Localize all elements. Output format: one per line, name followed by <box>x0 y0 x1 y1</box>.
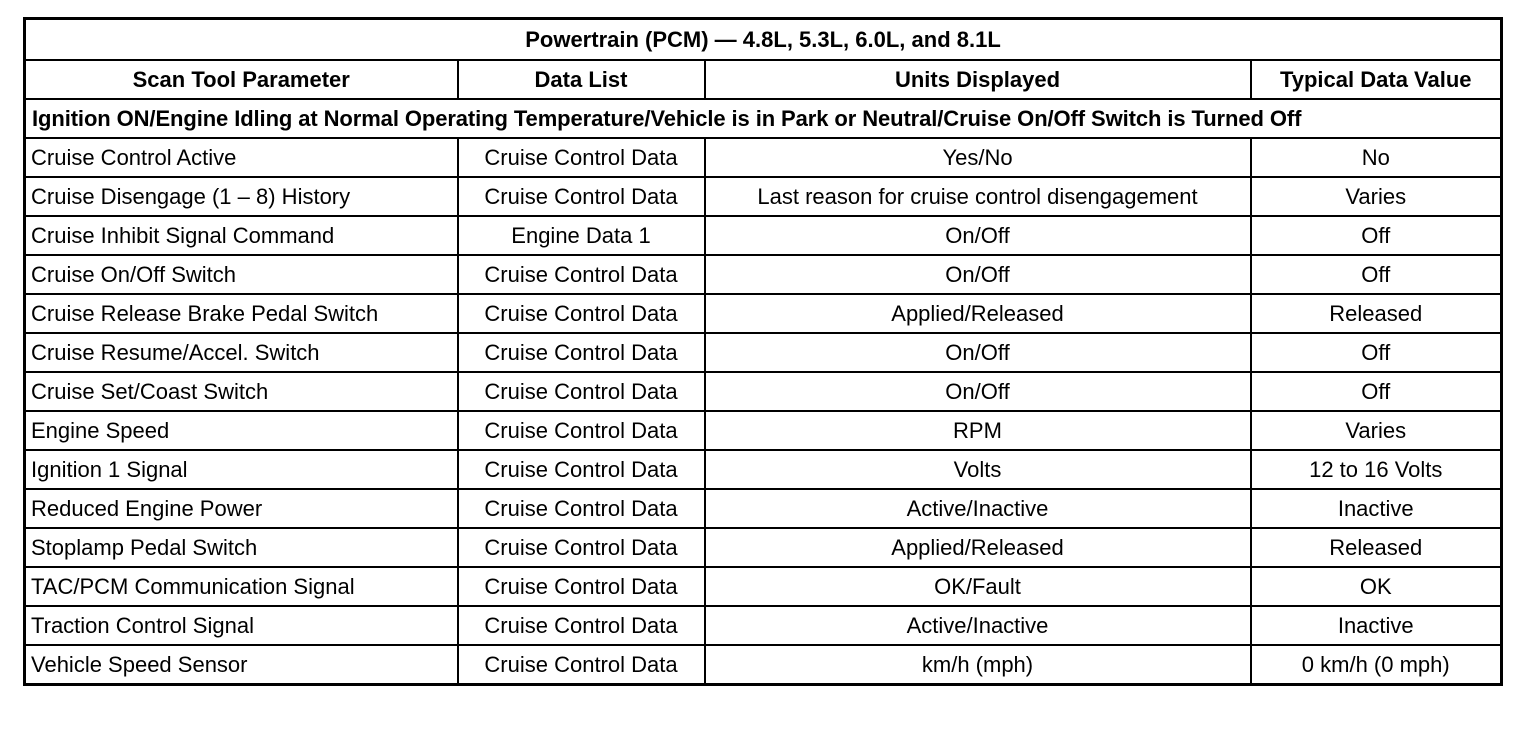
header-units-displayed: Units Displayed <box>705 60 1251 99</box>
header-typical-data-value: Typical Data Value <box>1251 60 1502 99</box>
typical-value-cell: Varies <box>1251 411 1502 450</box>
units-cell: Applied/Released <box>705 294 1251 333</box>
parameter-cell: Cruise On/Off Switch <box>25 255 458 294</box>
operating-condition: Ignition ON/Engine Idling at Normal Operating Temperature/Vehicle is in Park or Neutral/Cruise On/Off Switch is Turned Off <box>25 99 1502 138</box>
table-row <box>25 645 1502 685</box>
table-row <box>25 489 1502 528</box>
typical-value-cell: No <box>1251 138 1502 177</box>
units-cell: Active/Inactive <box>705 489 1251 528</box>
typical-value-cell: Off <box>1251 372 1502 411</box>
data-list-cell: Cruise Control Data <box>458 255 705 294</box>
condition-row <box>25 99 1502 138</box>
typical-value-cell: Released <box>1251 294 1502 333</box>
data-list-cell: Cruise Control Data <box>458 489 705 528</box>
parameter-cell: Cruise Control Active <box>25 138 458 177</box>
table-row <box>25 450 1502 489</box>
units-cell: Last reason for cruise control disengagement <box>705 177 1251 216</box>
data-list-cell: Cruise Control Data <box>458 177 705 216</box>
parameter-cell: Engine Speed <box>25 411 458 450</box>
typical-value-cell: Off <box>1251 216 1502 255</box>
units-cell: RPM <box>705 411 1251 450</box>
parameter-cell: Cruise Release Brake Pedal Switch <box>25 294 458 333</box>
parameter-cell: Traction Control Signal <box>25 606 458 645</box>
table-row <box>25 216 1502 255</box>
header-data-list: Data List <box>458 60 705 99</box>
units-cell: Applied/Released <box>705 528 1251 567</box>
table-row <box>25 177 1502 216</box>
data-list-cell: Cruise Control Data <box>458 411 705 450</box>
table-row <box>25 294 1502 333</box>
data-list-cell: Cruise Control Data <box>458 294 705 333</box>
data-list-cell: Cruise Control Data <box>458 450 705 489</box>
data-list-cell: Engine Data 1 <box>458 216 705 255</box>
typical-value-cell: 0 km/h (0 mph) <box>1251 645 1502 685</box>
units-cell: On/Off <box>705 255 1251 294</box>
data-list-cell: Cruise Control Data <box>458 528 705 567</box>
table-row <box>25 411 1502 450</box>
typical-value-cell: Off <box>1251 333 1502 372</box>
parameter-cell: Reduced Engine Power <box>25 489 458 528</box>
table-row <box>25 528 1502 567</box>
units-cell: OK/Fault <box>705 567 1251 606</box>
typical-value-cell: 12 to 16 Volts <box>1251 450 1502 489</box>
units-cell: Active/Inactive <box>705 606 1251 645</box>
data-list-cell: Cruise Control Data <box>458 567 705 606</box>
parameter-cell: TAC/PCM Communication Signal <box>25 567 458 606</box>
table-title: Powertrain (PCM) — 4.8L, 5.3L, 6.0L, and 8.1L <box>25 19 1502 61</box>
units-cell: On/Off <box>705 333 1251 372</box>
table-row <box>25 333 1502 372</box>
table-body <box>25 138 1502 685</box>
units-cell: On/Off <box>705 216 1251 255</box>
table-row <box>25 138 1502 177</box>
typical-value-cell: Varies <box>1251 177 1502 216</box>
parameter-cell: Cruise Disengage (1 – 8) History <box>25 177 458 216</box>
data-table-container <box>23 17 1500 686</box>
parameter-cell: Cruise Inhibit Signal Command <box>25 216 458 255</box>
typical-value-cell: Inactive <box>1251 489 1502 528</box>
parameter-cell: Vehicle Speed Sensor <box>25 645 458 685</box>
data-list-cell: Cruise Control Data <box>458 645 705 685</box>
units-cell: km/h (mph) <box>705 645 1251 685</box>
table-header-row <box>25 60 1502 99</box>
parameter-cell: Ignition 1 Signal <box>25 450 458 489</box>
typical-value-cell: OK <box>1251 567 1502 606</box>
data-list-cell: Cruise Control Data <box>458 138 705 177</box>
data-list-cell: Cruise Control Data <box>458 372 705 411</box>
table-row <box>25 606 1502 645</box>
header-scan-tool-parameter: Scan Tool Parameter <box>25 60 458 99</box>
parameter-cell: Cruise Resume/Accel. Switch <box>25 333 458 372</box>
scan-tool-data-table <box>23 17 1503 686</box>
typical-value-cell: Off <box>1251 255 1502 294</box>
table-row <box>25 372 1502 411</box>
table-row <box>25 567 1502 606</box>
typical-value-cell: Released <box>1251 528 1502 567</box>
data-list-cell: Cruise Control Data <box>458 606 705 645</box>
units-cell: Yes/No <box>705 138 1251 177</box>
data-list-cell: Cruise Control Data <box>458 333 705 372</box>
table-row <box>25 255 1502 294</box>
typical-value-cell: Inactive <box>1251 606 1502 645</box>
units-cell: Volts <box>705 450 1251 489</box>
parameter-cell: Cruise Set/Coast Switch <box>25 372 458 411</box>
units-cell: On/Off <box>705 372 1251 411</box>
table-title-row <box>25 19 1502 61</box>
parameter-cell: Stoplamp Pedal Switch <box>25 528 458 567</box>
